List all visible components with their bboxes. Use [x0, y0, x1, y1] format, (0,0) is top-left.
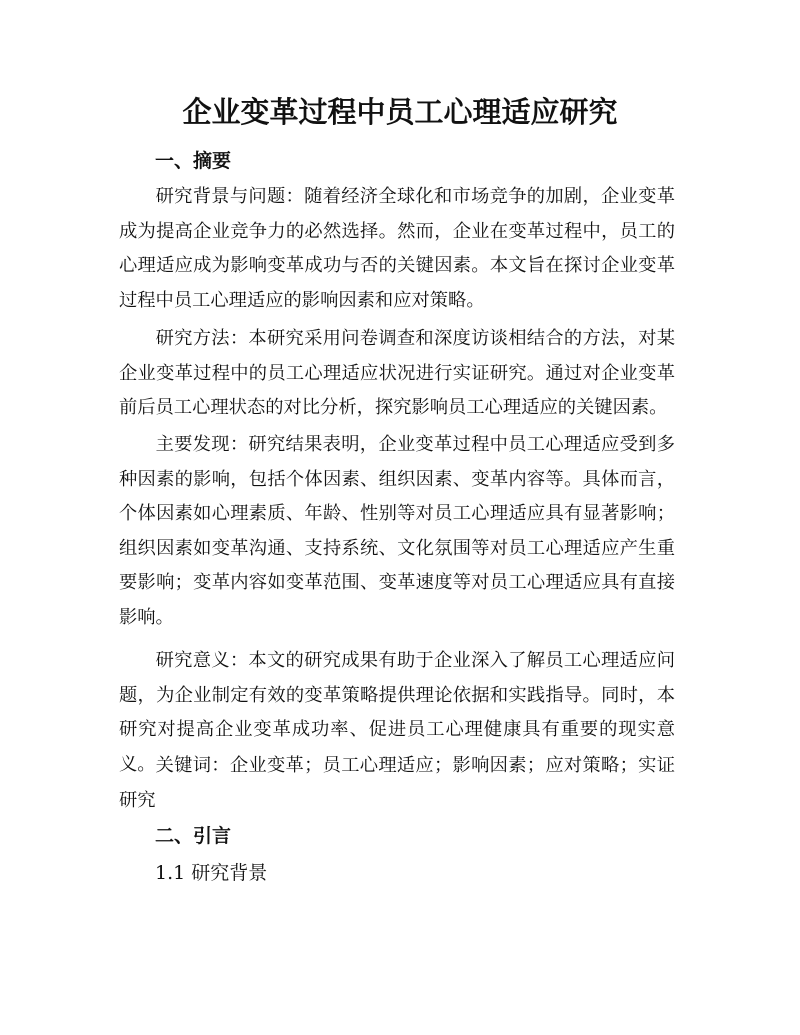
- subsection-research-background: 1.1 研究背景: [155, 862, 268, 884]
- abstract-paragraph-significance: 研究意义：本文的研究成果有助于企业深入了解员工心理适应问题，为企业制定有效的变革策略提供理论依据和实践指导。同时，本研究对提高企业变革成功率、促进员工心理健康具有重要的现实意义。: [119, 650, 675, 775]
- abstract-paragraph-findings: 主要发现：研究结果表明，企业变革过程中员工心理适应受到多种因素的影响，包括个体因素、组织因素、变革内容等。具体而言，个体因素如心理素质、年龄、性别等对员工心理适应具有显著影响；组织因素如变革沟通、支持系统、文化氛围等对员工心理适应产生重要影响；变革内容如变革范围、变革速度等对员工心理适应具有直接影响。: [119, 434, 675, 628]
- abstract-heading: 一、摘要: [155, 150, 232, 172]
- abstract-paragraph-keywords: 关键词：企业变革；员工心理适应；影响因素；应对策略；实证研究: [119, 755, 675, 811]
- intro-heading: 二、引言: [155, 825, 232, 847]
- abstract-paragraph-method: 研究方法：本研究采用问卷调查和深度访谈相结合的方法，对某企业变革过程中的员工心理适应状况进行实证研究。通过对企业变革前后员工心理状态的对比分析，探究影响员工心理适应的关键因素。: [119, 328, 675, 418]
- abstract-paragraph-background: 研究背景与问题：随着经济全球化和市场竞争的加剧，企业变革成为提高企业竞争力的必然选择。然而，企业在变革过程中，员工的心理适应成为影响变革成功与否的关键因素。本文旨在探讨企业变革过程中员工心理适应的影响因素和应对策略。: [119, 186, 675, 311]
- document-title: 企业变革过程中员工心理适应研究: [182, 95, 618, 129]
